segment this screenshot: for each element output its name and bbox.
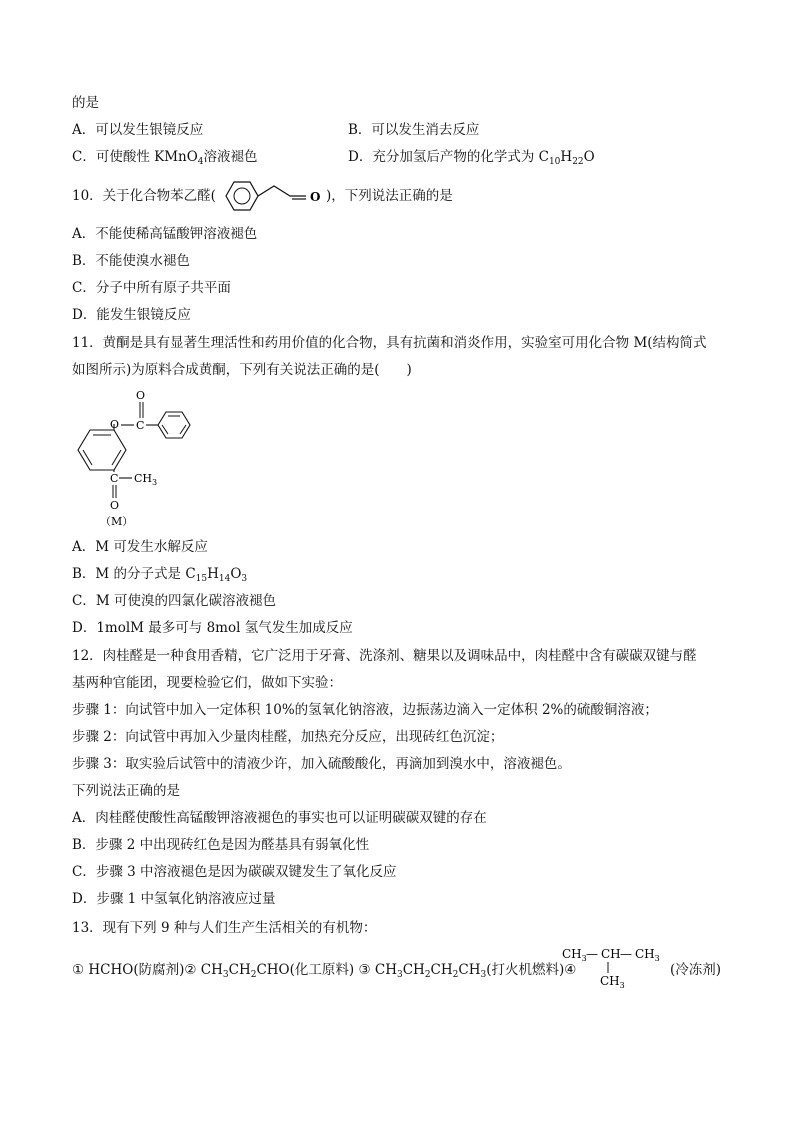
q9-option-a: A．可以发生银镜反应 [72, 122, 204, 138]
aldehyde-o-label: O [310, 190, 321, 204]
acetyl-o-label: O [110, 499, 120, 512]
q11-stem-line2: 如图所示)为原料合成黄酮，下列有关说法正确的是( ) [72, 362, 412, 378]
q9-stem-tail: 的是 [72, 95, 99, 111]
compound-m-structure [70, 388, 200, 530]
isobutane-dash-right: — [620, 947, 632, 961]
ester-o-label: O [110, 418, 120, 431]
isobutane-ch3-bottom: $CH_3$ [600, 974, 625, 990]
q12-step1: 步骤 1：向试管中加入一定体积 10%的氢氧化钠溶液，边振荡边滴入一定体积 2%的硫酸铜溶液； [72, 702, 658, 718]
acetyl-c-label: C [110, 472, 119, 485]
q12-stem-line1: 12．肉桂醛是一种食用香精，它广泛用于牙膏、洗涤剂、糖果以及调味品中，肉桂醛中含有碳碳双键与醛 [72, 648, 697, 664]
q11-option-b: B．M 的分子式是 $C_{15}H_{14}O_3$ [72, 566, 248, 584]
q11-option-c: C．M 可使溴的四氯化碳溶液褪色 [72, 593, 276, 609]
q10-option-a: A．不能使稀高锰酸钾溶液褪色 [72, 226, 258, 242]
q9-option-b: B．可以发生消去反应 [348, 122, 480, 138]
q10-stem-pre: 10．关于化合物苯乙醛( [72, 188, 216, 204]
q12-option-c: C．步骤 3 中溶液褪色是因为碳碳双键发生了氧化反应 [72, 864, 397, 880]
compound-m-label: （M） [100, 515, 134, 528]
q13-items: ① HCHO(防腐剂)② $CH_3CH_2CHO$(化工原料) ③ $CH_3CH_2CH_2CH_3$(打火机燃料)④ [72, 962, 577, 980]
isobutane-ch3-left: $CH_3$ [562, 947, 587, 963]
q9-option-c: C．可使酸性 KMnO$_4$溶液褪色 [72, 149, 258, 167]
q10-stem-post: )，下列说法正确的是 [326, 188, 453, 204]
q13-stem: 13．现有下列 9 种与人们生产生活相关的有机物： [72, 920, 377, 936]
q12-option-b: B．步骤 2 中出现砖红色是因为醛基具有弱氧化性 [72, 837, 370, 853]
q11-option-d: D．1molM 最多可与 8mol 氢气发生加成反应 [72, 620, 353, 636]
ester-c-label: C [136, 419, 145, 432]
isobutane-ch: CH [601, 947, 621, 961]
q10-option-b: B．不能使溴水褪色 [72, 253, 190, 269]
q10-option-c: C．分子中所有原子共平面 [72, 280, 231, 296]
q10-option-d: D．能发生银镜反应 [72, 307, 191, 323]
isobutane-ch3-right: $CH_3$ [635, 947, 660, 963]
q11-option-a: A．M 可发生水解反应 [72, 539, 208, 555]
q9-option-d: D．充分加氢后产物的化学式为 $C_{10}H_{22}O$ [348, 149, 595, 167]
q12-step3: 步骤 3：取实验后试管中的清液少许，加入硫酸酸化，再滴加到溴水中，溶液褪色。 [72, 756, 571, 772]
q12-step2: 步骤 2：向试管中再加入少量肉桂醛，加热充分反应，出现砖红色沉淀； [72, 729, 504, 745]
q11-stem-line1: 11．黄酮是具有显著生理活性和药用价值的化合物，具有抗菌和消炎作用，实验室可用化合物 M(结构简式 [72, 335, 707, 351]
isobutane-structure [560, 942, 670, 990]
q12-option-d: D．步骤 1 中氢氧化钠溶液应过量 [72, 891, 276, 907]
carbonyl-o-top-label: O [136, 389, 146, 402]
q12-prompt: 下列说法正确的是 [72, 783, 180, 799]
isobutane-dash-left: — [586, 947, 598, 961]
phenylacetaldehyde-structure [214, 176, 324, 216]
q13-item4-note: (冷冻剂) [670, 962, 722, 978]
q12-stem-line2: 基两种官能团，现要检验它们，做如下实验： [72, 675, 342, 691]
q12-option-a: A．肉桂醛使酸性高锰酸钾溶液褪色的事实也可以证明碳碳双键的存在 [72, 810, 487, 826]
methyl-label: $CH_3$ [134, 472, 158, 487]
